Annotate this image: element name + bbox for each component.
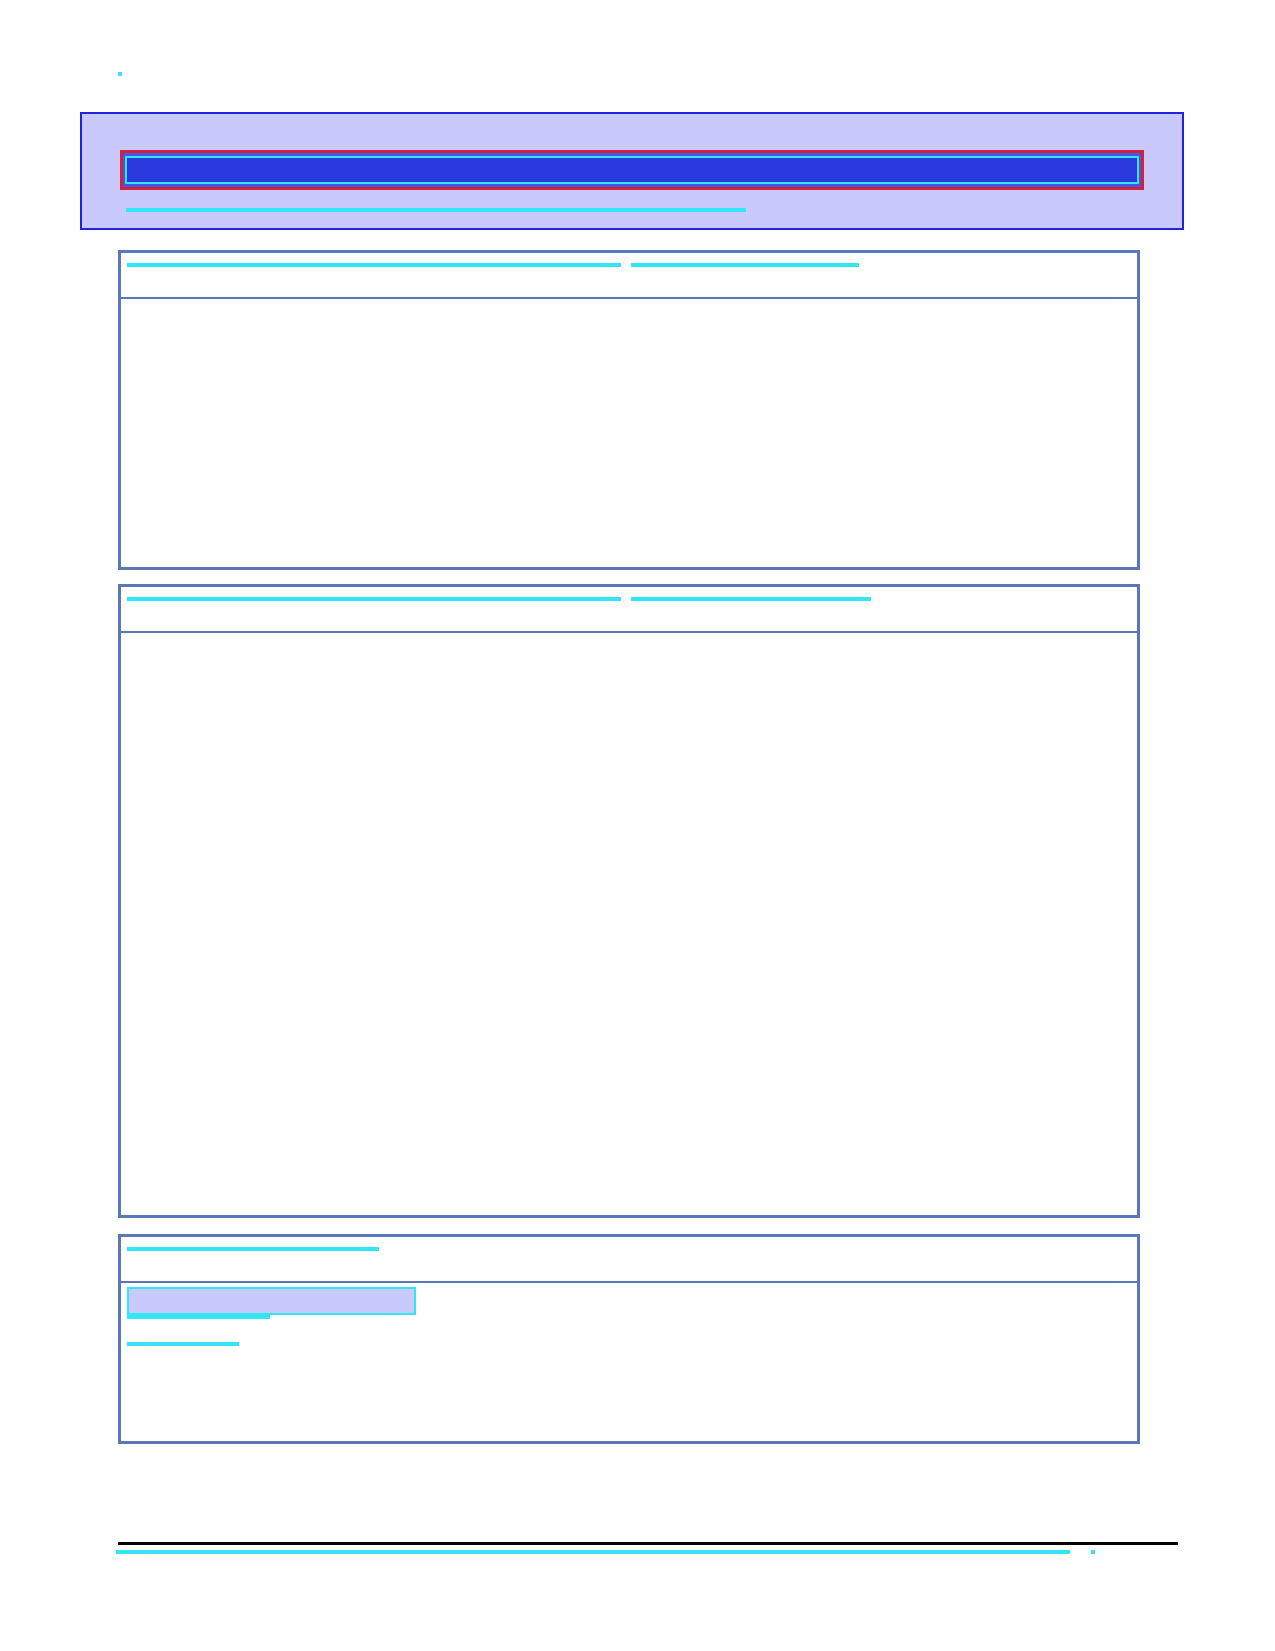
periodes-row <box>129 1289 414 1313</box>
table-divider <box>121 297 1137 299</box>
table-divider <box>121 631 1137 633</box>
footer-rule <box>118 1542 1178 1545</box>
learning-activities-table <box>118 1234 1140 1444</box>
competence-statement-table <box>118 250 1140 570</box>
course-title-bar <box>120 150 1144 190</box>
competence-elements-table <box>118 584 1140 1218</box>
table-divider <box>121 1281 1137 1283</box>
